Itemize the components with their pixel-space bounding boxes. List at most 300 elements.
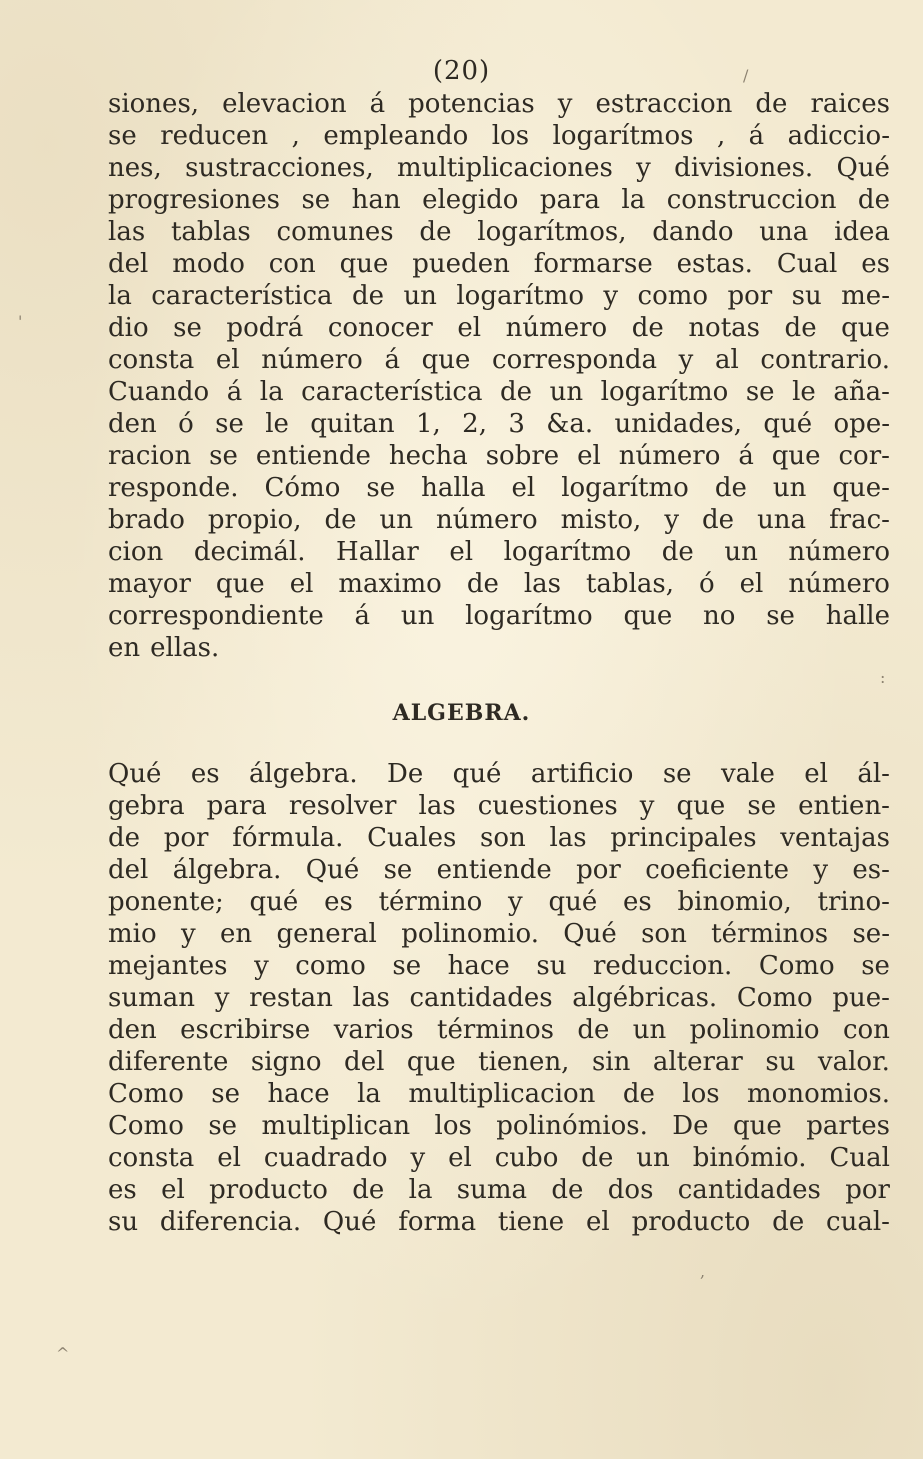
page-number: (20) <box>432 56 491 86</box>
word: términos <box>711 919 829 949</box>
word: por <box>727 281 773 311</box>
word: de <box>500 377 533 407</box>
word: reducen <box>160 121 269 151</box>
text-line <box>108 440 890 472</box>
word: progresiones <box>108 185 280 215</box>
word: que <box>732 1111 782 1141</box>
word: modo <box>172 249 245 279</box>
word: de <box>581 1143 614 1173</box>
word: 2, <box>462 409 487 439</box>
word: Qué <box>836 153 890 183</box>
word: número <box>788 537 890 567</box>
word: las <box>108 217 146 247</box>
word: Qué <box>305 855 360 885</box>
word: fórmula. <box>232 823 344 853</box>
word: notas <box>688 313 761 343</box>
word: den <box>108 409 157 439</box>
word: aña- <box>833 377 890 407</box>
word: la <box>357 1079 381 1109</box>
word: son <box>641 919 687 949</box>
word: de <box>466 569 499 599</box>
word: de <box>772 1207 805 1237</box>
text-line <box>108 758 890 790</box>
word: tablas, <box>585 569 675 599</box>
word: maximo <box>338 569 442 599</box>
word: cion <box>108 537 164 567</box>
word: entiende <box>255 441 371 471</box>
word: qué <box>548 887 598 917</box>
word: del <box>108 249 149 279</box>
word: ó <box>178 409 194 439</box>
word: su <box>536 951 567 981</box>
word: algébricas. <box>572 983 718 1013</box>
word: es <box>623 887 652 917</box>
word: mejantes <box>108 951 228 981</box>
word: y <box>254 951 269 981</box>
word: le <box>265 409 289 439</box>
word: y <box>813 855 829 885</box>
word: que <box>406 1047 456 1077</box>
text-line <box>108 632 890 664</box>
word: qué <box>763 409 813 439</box>
word: hace <box>267 1079 330 1109</box>
word: y <box>557 89 573 119</box>
word: es- <box>852 855 890 885</box>
word: estraccion <box>595 89 733 119</box>
word: Cual <box>776 249 838 279</box>
word: De <box>672 1111 709 1141</box>
word: se <box>211 1079 241 1109</box>
word: tablas <box>170 217 251 247</box>
word: ventajas <box>780 823 890 853</box>
word: &a. <box>546 409 594 439</box>
word: le <box>792 377 816 407</box>
word: gebra <box>108 791 185 821</box>
word: binómio. <box>692 1143 807 1173</box>
text-line <box>108 248 890 280</box>
word: cantidades <box>409 983 553 1013</box>
word: la <box>259 377 284 407</box>
word: es <box>108 1175 137 1205</box>
word: de <box>622 1079 655 1109</box>
word: cual- <box>826 1207 890 1237</box>
word: los <box>434 1111 472 1141</box>
word: y <box>664 505 680 535</box>
word: ope- <box>833 409 890 439</box>
text-line <box>108 886 890 918</box>
word: el <box>586 1207 610 1237</box>
word: de <box>108 823 141 853</box>
word: cantidades <box>677 1175 821 1205</box>
text-line <box>108 1046 890 1078</box>
text-line <box>108 822 890 854</box>
word: qué <box>452 759 502 789</box>
word: á <box>384 345 400 375</box>
word: hace <box>447 951 510 981</box>
word: sin <box>591 1047 631 1077</box>
word: ellas. <box>150 633 220 663</box>
text-line <box>108 568 890 600</box>
word: del <box>108 855 149 885</box>
word: suma <box>456 1175 528 1205</box>
word: característica <box>151 281 333 311</box>
word: y <box>180 919 196 949</box>
word: se <box>766 601 795 631</box>
word: se <box>861 951 890 981</box>
word: sustracciones, <box>185 153 374 183</box>
word: al <box>714 345 739 375</box>
word: contrario. <box>760 345 890 375</box>
word: como <box>295 951 366 981</box>
word: por <box>845 1175 890 1205</box>
word: entien- <box>798 791 890 821</box>
word: conocer <box>327 313 433 343</box>
word: por <box>163 823 209 853</box>
word: divisiones. <box>674 153 814 183</box>
word: la <box>408 1175 433 1205</box>
word: estas. <box>676 249 753 279</box>
word: del <box>344 1047 385 1077</box>
word: que <box>215 569 265 599</box>
word: el <box>457 313 482 343</box>
word: el <box>217 1143 241 1173</box>
word: que <box>676 791 726 821</box>
paper-speck: ^ <box>56 1344 70 1363</box>
word: corresponda <box>492 345 658 375</box>
word: logarítmo <box>561 473 689 503</box>
word: entiende <box>436 855 552 885</box>
word: idea <box>834 217 890 247</box>
word: decimál. <box>193 537 306 567</box>
word: partes <box>806 1111 890 1141</box>
word: Qué <box>322 1207 377 1237</box>
word: Qué <box>563 919 617 949</box>
word: empleando <box>323 121 469 151</box>
word: y <box>508 887 523 917</box>
word: logarítmo <box>600 377 729 407</box>
word: un <box>400 601 435 631</box>
word: las <box>549 823 587 853</box>
word: alterar <box>652 1047 743 1077</box>
word: el <box>804 759 828 789</box>
word: misto, <box>560 505 642 535</box>
word: las <box>523 569 561 599</box>
text-line <box>108 854 890 886</box>
text-line <box>108 88 890 120</box>
word: que <box>339 249 389 279</box>
word: se <box>215 409 244 439</box>
text-line <box>108 1206 890 1238</box>
word: restan <box>249 983 333 1013</box>
word: unidades, <box>614 409 743 439</box>
word: pue- <box>832 983 890 1013</box>
text-line <box>108 918 890 950</box>
word: podrá <box>226 313 304 343</box>
word: dio <box>108 313 149 343</box>
text-line <box>108 982 890 1014</box>
word: dos <box>607 1175 654 1205</box>
word: resolver <box>288 791 397 821</box>
word: se <box>662 759 692 789</box>
word: número <box>788 569 890 599</box>
text-line <box>108 216 890 248</box>
word: logarítmos <box>552 121 694 151</box>
word: diferencia. <box>159 1207 302 1237</box>
word: responde. <box>108 473 239 503</box>
word: no <box>703 601 736 631</box>
word: á <box>369 89 386 119</box>
word: quitan <box>310 409 395 439</box>
paper-speck: , <box>700 1262 706 1281</box>
word: las <box>418 791 456 821</box>
word: á <box>738 441 754 471</box>
word: hecha <box>388 441 468 471</box>
word: como <box>637 281 709 311</box>
word: una <box>759 217 809 247</box>
word: Qué <box>108 759 162 789</box>
text-line <box>108 504 890 536</box>
word: escribirse <box>180 1015 311 1045</box>
word: número <box>505 313 608 343</box>
word: el <box>511 473 536 503</box>
word: Como <box>736 983 813 1013</box>
word: correspondiente <box>108 601 324 631</box>
word: suman <box>108 983 195 1013</box>
paper-speck: ' <box>18 312 23 331</box>
word: elegido <box>422 185 519 215</box>
word: multiplican <box>261 1111 411 1141</box>
paper-speck: / <box>743 66 749 85</box>
word: den <box>108 1015 157 1045</box>
word: dando <box>652 217 734 247</box>
word: multiplicacion <box>408 1079 596 1109</box>
word: de <box>577 1015 610 1045</box>
word: para <box>206 791 267 821</box>
word: binomio, <box>677 887 792 917</box>
word: Como <box>108 1111 184 1141</box>
word: por <box>576 855 621 885</box>
text-line <box>108 472 890 504</box>
word: término <box>378 887 483 917</box>
word: elevacion <box>222 89 347 119</box>
word: á <box>748 121 765 151</box>
word: las <box>352 983 390 1013</box>
word: en <box>219 919 253 949</box>
word: es <box>861 249 890 279</box>
word: comunes <box>276 217 394 247</box>
word: logarítmo <box>456 281 584 311</box>
word: en <box>108 633 141 663</box>
word: brado <box>108 505 185 535</box>
section-heading-algebra: ALGEBRA. <box>392 700 531 726</box>
word: Como <box>108 1079 184 1109</box>
word: que <box>841 313 890 343</box>
word: producto <box>209 1175 328 1205</box>
word: términos <box>437 1015 554 1045</box>
word: diferente <box>108 1047 229 1077</box>
word: nes, <box>108 153 162 183</box>
word: Cual <box>829 1143 890 1173</box>
word: se <box>108 121 137 151</box>
word: de <box>702 505 735 535</box>
word: De <box>387 759 424 789</box>
word: halle <box>825 601 890 631</box>
word: de <box>857 185 890 215</box>
word: álgebra. <box>248 759 358 789</box>
word: consta <box>108 1143 195 1173</box>
word: los <box>491 121 530 151</box>
word: se <box>366 473 396 503</box>
word: ponente; <box>108 887 224 917</box>
word: característica <box>301 377 483 407</box>
word: producto <box>631 1207 751 1237</box>
word: que <box>421 345 471 375</box>
word: polinomio <box>689 1015 820 1045</box>
word: se <box>173 313 202 343</box>
word: y <box>678 345 694 375</box>
word: siones, <box>108 89 200 119</box>
word: es <box>324 887 353 917</box>
word: vale <box>720 759 775 789</box>
word: el <box>161 1175 185 1205</box>
word: y <box>639 791 655 821</box>
word: adiccio- <box>787 121 890 151</box>
text-line <box>108 1174 890 1206</box>
word: número <box>261 345 363 375</box>
word: para <box>539 185 600 215</box>
word: con <box>268 249 316 279</box>
word: un <box>632 1015 667 1045</box>
word: número <box>436 505 538 535</box>
word: formarse <box>533 249 653 279</box>
word: logarítmo <box>465 601 593 631</box>
word: se <box>301 185 331 215</box>
word: racion <box>108 441 192 471</box>
word: logarítmos, <box>477 217 627 247</box>
word: varios <box>333 1015 414 1045</box>
word: Hallar <box>336 537 419 567</box>
word: los <box>682 1079 720 1109</box>
word: valor. <box>817 1047 890 1077</box>
word: de <box>351 281 385 311</box>
word: de <box>551 1175 584 1205</box>
word: cor- <box>838 441 890 471</box>
word: frac- <box>829 505 890 535</box>
word: á <box>226 377 243 407</box>
word: un <box>724 537 758 567</box>
word: Como <box>758 951 835 981</box>
text-line <box>108 280 890 312</box>
word: un <box>403 281 437 311</box>
word: el <box>215 345 240 375</box>
word: monomios. <box>747 1079 890 1109</box>
word: el <box>289 569 314 599</box>
word: general <box>276 919 377 949</box>
word: de <box>631 313 664 343</box>
word: la <box>108 281 132 311</box>
word: consta <box>108 345 195 375</box>
word: raices <box>810 89 890 119</box>
word: de <box>352 1175 385 1205</box>
text-line <box>108 344 890 376</box>
word: 3 <box>508 409 525 439</box>
word: logarítmo <box>503 537 632 567</box>
word: número <box>618 441 721 471</box>
word: me- <box>841 281 890 311</box>
word: se <box>208 1111 238 1141</box>
word: se <box>383 855 413 885</box>
word: y <box>603 281 619 311</box>
word: que <box>623 601 673 631</box>
word: y <box>214 983 230 1013</box>
word: , <box>716 121 726 151</box>
text-line <box>108 312 890 344</box>
word: polinómios. <box>496 1111 648 1141</box>
word: su <box>108 1207 139 1237</box>
text-line <box>108 184 890 216</box>
text-line <box>108 1142 890 1174</box>
text-line <box>108 600 890 632</box>
word: ál- <box>857 759 890 789</box>
paper-speck: : <box>880 668 886 687</box>
word: construccion <box>666 185 837 215</box>
word: forma <box>398 1207 477 1237</box>
word: Cuando <box>108 377 210 407</box>
word: se <box>747 791 777 821</box>
word: potencias <box>408 89 535 119</box>
paragraph-arithmetic <box>108 88 890 664</box>
word: de <box>755 89 788 119</box>
word: que <box>771 441 821 471</box>
word: ó <box>699 569 715 599</box>
word: Cómo <box>264 473 341 503</box>
word: cuadrado <box>263 1143 388 1173</box>
word: 1, <box>416 409 441 439</box>
word: halla <box>421 473 486 503</box>
word: un <box>379 505 414 535</box>
word: mayor <box>108 569 191 599</box>
word: el <box>449 537 474 567</box>
word: tiene <box>497 1207 565 1237</box>
word: de <box>324 505 357 535</box>
text-line <box>108 152 890 184</box>
word: con <box>842 1015 890 1045</box>
paragraph-algebra <box>108 758 890 1238</box>
text-line <box>108 376 890 408</box>
word: se <box>209 441 238 471</box>
word: de <box>661 537 694 567</box>
word: artificio <box>530 759 634 789</box>
word: tienen, <box>478 1047 570 1077</box>
word: que- <box>832 473 890 503</box>
word: álgebra. <box>172 855 282 885</box>
word: mio <box>108 919 157 949</box>
word: pueden <box>412 249 510 279</box>
word: se <box>392 951 422 981</box>
word: un <box>549 377 584 407</box>
word: la <box>621 185 646 215</box>
word: el <box>739 569 764 599</box>
word: su <box>765 1047 796 1077</box>
word: de <box>419 217 452 247</box>
word: el <box>448 1143 472 1173</box>
word: signo <box>250 1047 322 1077</box>
word: , <box>291 121 300 151</box>
word: coeficiente <box>645 855 789 885</box>
word: sobre <box>485 441 560 471</box>
text-line <box>108 120 890 152</box>
word: y <box>410 1143 426 1173</box>
